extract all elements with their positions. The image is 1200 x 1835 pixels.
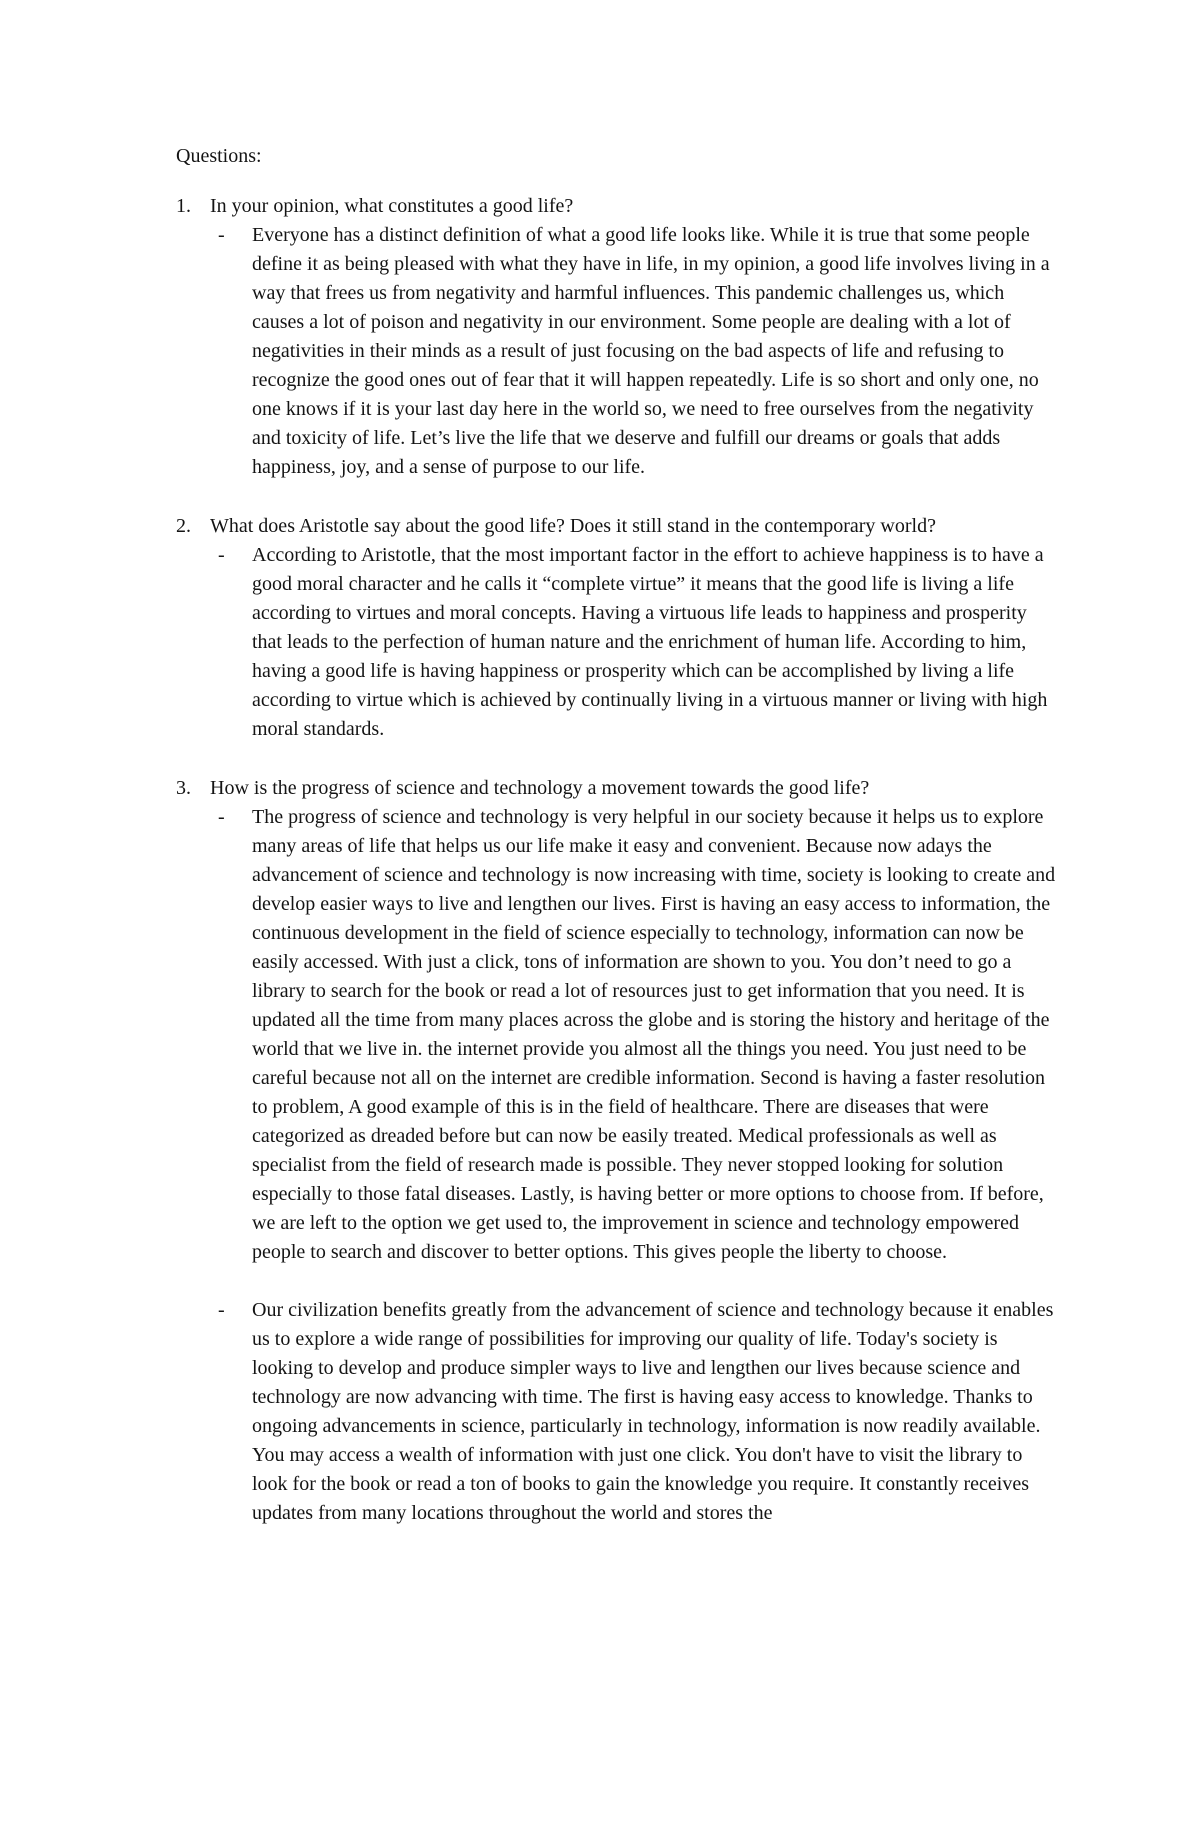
- question-3: [176, 774, 1056, 1528]
- answer-paragraph: [210, 1296, 1056, 1528]
- question-number: 2.: [176, 515, 191, 537]
- dash-bullet: -: [218, 1299, 225, 1321]
- answer-text: Our civilization benefits greatly from the advancement of science and technology because it enables us to explore a wide range of possibilities for improving our quality of life. Today's society is looking to develop and produce simpler ways to live and lengthen our lives because science and technology are now advancing with time. The first is having easy access to knowledge. Thanks to ongoing advancements in science, particularly in technology, information is now readily available. You may access a wealth of information with just one click. You don't have to visit the library to look for the book or read a ton of books to gain the knowledge you require. It constantly receives updates from many locations throughout the world and stores the: [252, 1299, 1054, 1524]
- question-number: 3.: [176, 777, 191, 799]
- answer-paragraph: [210, 803, 1056, 1267]
- document-body: [176, 142, 1056, 1528]
- question-number: 1.: [176, 195, 191, 217]
- question-text: What does Aristotle say about the good life? Does it still stand in the contemporary world?: [210, 515, 936, 537]
- dash-bullet: -: [218, 224, 225, 246]
- answer-paragraph: [210, 541, 1056, 744]
- question-1: [176, 192, 1056, 482]
- question-2: [176, 512, 1056, 744]
- questions-heading: Questions:: [176, 145, 262, 167]
- question-text: In your opinion, what constitutes a good life?: [210, 195, 574, 217]
- answer-text: According to Aristotle, that the most important factor in the effort to achieve happiness is to have a good moral character and he calls it “complete virtue” it means that the good life is living a life according to virtues and moral concepts. Having a virtuous life leads to happiness and prosperity that leads to the perfection of human nature and the enrichment of human life. According to him, having a good life is having happiness or prosperity which can be accomplished by living a life according to virtue which is achieved by continually living in a virtuous manner or living with high moral standards.: [252, 544, 1048, 740]
- answer-text: Everyone has a distinct definition of what a good life looks like. While it is true that some people define it as being pleased with what they have in life, in my opinion, a good life involves living in a way that frees us from negativity and harmful influences. This pandemic challenges us, which causes a lot of poison and negativity in our environment. Some people are dealing with a lot of negativities in their minds as a result of just focusing on the bad aspects of life and refusing to recognize the good ones out of fear that it will happen repeatedly. Life is so short and only one, no one knows if it is your last day here in the world so, we need to free ourselves from the negativity and toxicity of life. Let’s live the life that we deserve and fulfill our dreams or goals that adds happiness, joy, and a sense of purpose to our life.: [252, 224, 1050, 478]
- question-text: How is the progress of science and technology a movement towards the good life?: [210, 777, 870, 799]
- answer-text: The progress of science and technology is very helpful in our society because it helps us to explore many areas of life that helps us our life make it easy and convenient. Because now adays the advancement of science and technology is now increasing with time, society is looking to create and develop easier ways to live and lengthen our lives. First is having an easy access to information, the continuous development in the field of science especially to technology, information can now be easily accessed. With just a click, tons of information are shown to you. You don’t need to go a library to search for the book or read a lot of resources just to get information that you need. It is updated all the time from many places across the globe and is storing the history and heritage of the world that we live in. the internet provide you almost all the things you need. You just need to be careful because not all on the internet are credible information. Second is having a faster resolution to problem, A good example of this is in the field of healthcare. There are diseases that were categorized as dreaded before but can now be easily treated. Medical professionals as well as specialist from the field of research made is possible. They never stopped looking for solution especially to those fatal diseases. Lastly, is having better or more options to choose from. If before, we are left to the option we get used to, the improvement in science and technology empowered people to search and discover to better options. This gives people the liberty to choose.: [252, 806, 1056, 1263]
- dash-bullet: -: [218, 806, 225, 828]
- answer-paragraph: [210, 221, 1056, 482]
- dash-bullet: -: [218, 544, 225, 566]
